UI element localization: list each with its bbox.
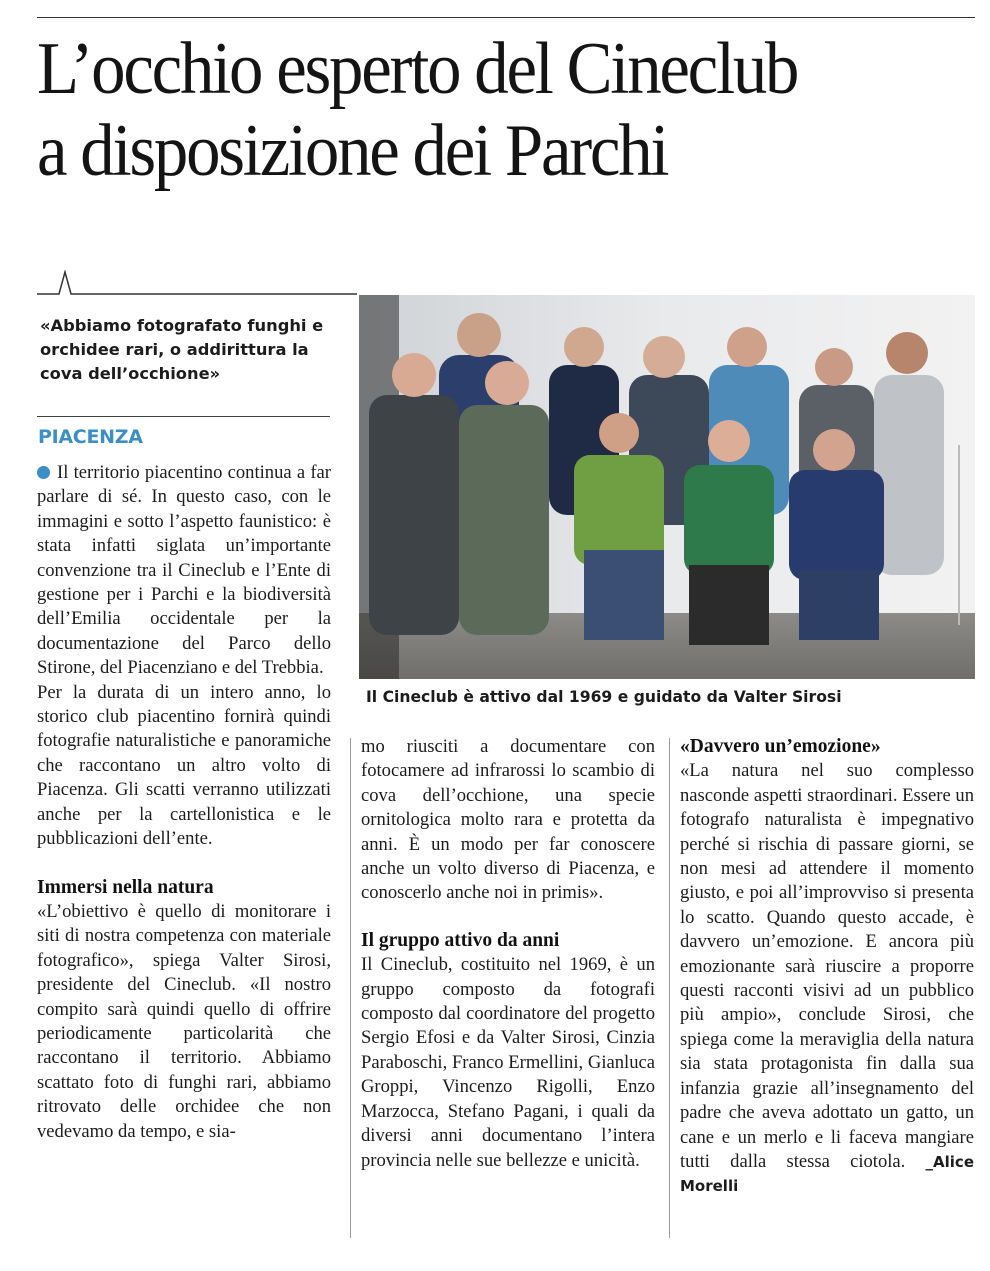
col2-paragraph-2: Il Cineclub, costituito nel 1969, è un gruppo composto da fotografi composto dal coordinatore del progetto Sergio Efosi e da Valter Sirosi, Cinzia Paraboschi, Franco Ermellini, Gianluca Groppi, Vincenzo Rigolli, Enzo Marzocca, Stefano Pagani, i quali da diversi anni documentano l’intera provincia nelle sue bellezze e unicità. (361, 954, 655, 1171)
headline (37, 28, 911, 192)
col1-paragraph-2: Per la durata di un intero anno, lo storico club piacentino fornirà quindi fotografie naturalistiche e panoramiche che raccontano un altro volto di Piacenza. Gli scatti verranno utilizzati anche per la cartellonistica e le pubblicazioni dell’ente. (37, 681, 331, 850)
headline-line-2: a disposizione dei Parchi (37, 110, 668, 192)
column-divider-1 (350, 738, 351, 1238)
subhead-gruppo: Il gruppo attivo da anni (361, 929, 560, 951)
subhead-immersi: Immersi nella natura (37, 876, 214, 898)
author-byline: _Alice Morelli (680, 1152, 974, 1196)
pull-quote-divider (37, 416, 330, 417)
headline-line-1: L’occhio esperto del Cineclub (37, 28, 798, 110)
col1-paragraph-1: Il territorio piacentino continua a far parlare di sé. In questo caso, con le immagini e sotto l’aspetto faunistico: è stata infatti siglata un’importante convenzione tra il Cineclub e l’Ente di gestione per i Parchi e la biodiversità dell’Emilia occidentale per la documentazione del Parco dello Stirone, del Piacenziano e del Trebbia. (37, 462, 331, 679)
article-column-3 (680, 735, 974, 1199)
article-column-1 (37, 461, 331, 1144)
quote-corner-icon (37, 270, 357, 296)
column-divider-2 (669, 738, 670, 1238)
col3-paragraph-1: «La natura nel suo complesso nasconde aspetti straordinari. Essere un fotografo naturalista è impegnativo perché si rischia di passare giorni, se non mesi ad attendere il momento giusto, e poi all’improvviso si presenta lo scatto. Quando questo accade, è davvero un’emozione. E ancora più emozionante sarà riuscire a proporre questi racconti visivi ad un pubblico più ampio», conclude Sirosi, che spiega come la meraviglia della natura sia stata protagonista fin dalla sua infanzia grazie all’insegnamento del padre che aveva adottato un gatto, un cane e un merlo e li faceva mangiare tutti dalla stessa ciotola. _Alice Morelli (680, 760, 974, 1196)
top-rule (37, 17, 975, 18)
col2-paragraph-1: mo riusciti a documentare con fotocamere ad infrarossi lo scambio di cova dell’occhione, una specie ornitologica molto rara e protetta da anni. È un modo per far conoscere anche un volto diverso di Piacenza, e conoscerlo anche noi in primis». (361, 736, 655, 904)
photo-caption: Il Cineclub è attivo dal 1969 e guidato da Valter Sirosi (366, 688, 842, 706)
col1-paragraph-3: «L’obiettivo è quello di monitorare i siti di nostra competenza con materiale fotografico», spiega Valter Sirosi, presidente del Cineclub. «Il nostro compito sarà quindi quello di offrire periodicamente particolarità che raccontano il territorio. Abbiamo scattato foto di funghi rari, abbiamo ritrovato delle orchidee che non vedevamo da tempo, e sia- (37, 900, 331, 1142)
group-photo (359, 295, 975, 679)
article-column-2 (361, 735, 655, 1173)
subhead-emozione: «Davvero un’emozione» (680, 736, 881, 757)
pull-quote: «Abbiamo fotografato funghi e orchidee rari, o addirittura la cova dell’occhione» (40, 316, 324, 383)
section-kicker: PIACENZA (38, 426, 143, 448)
